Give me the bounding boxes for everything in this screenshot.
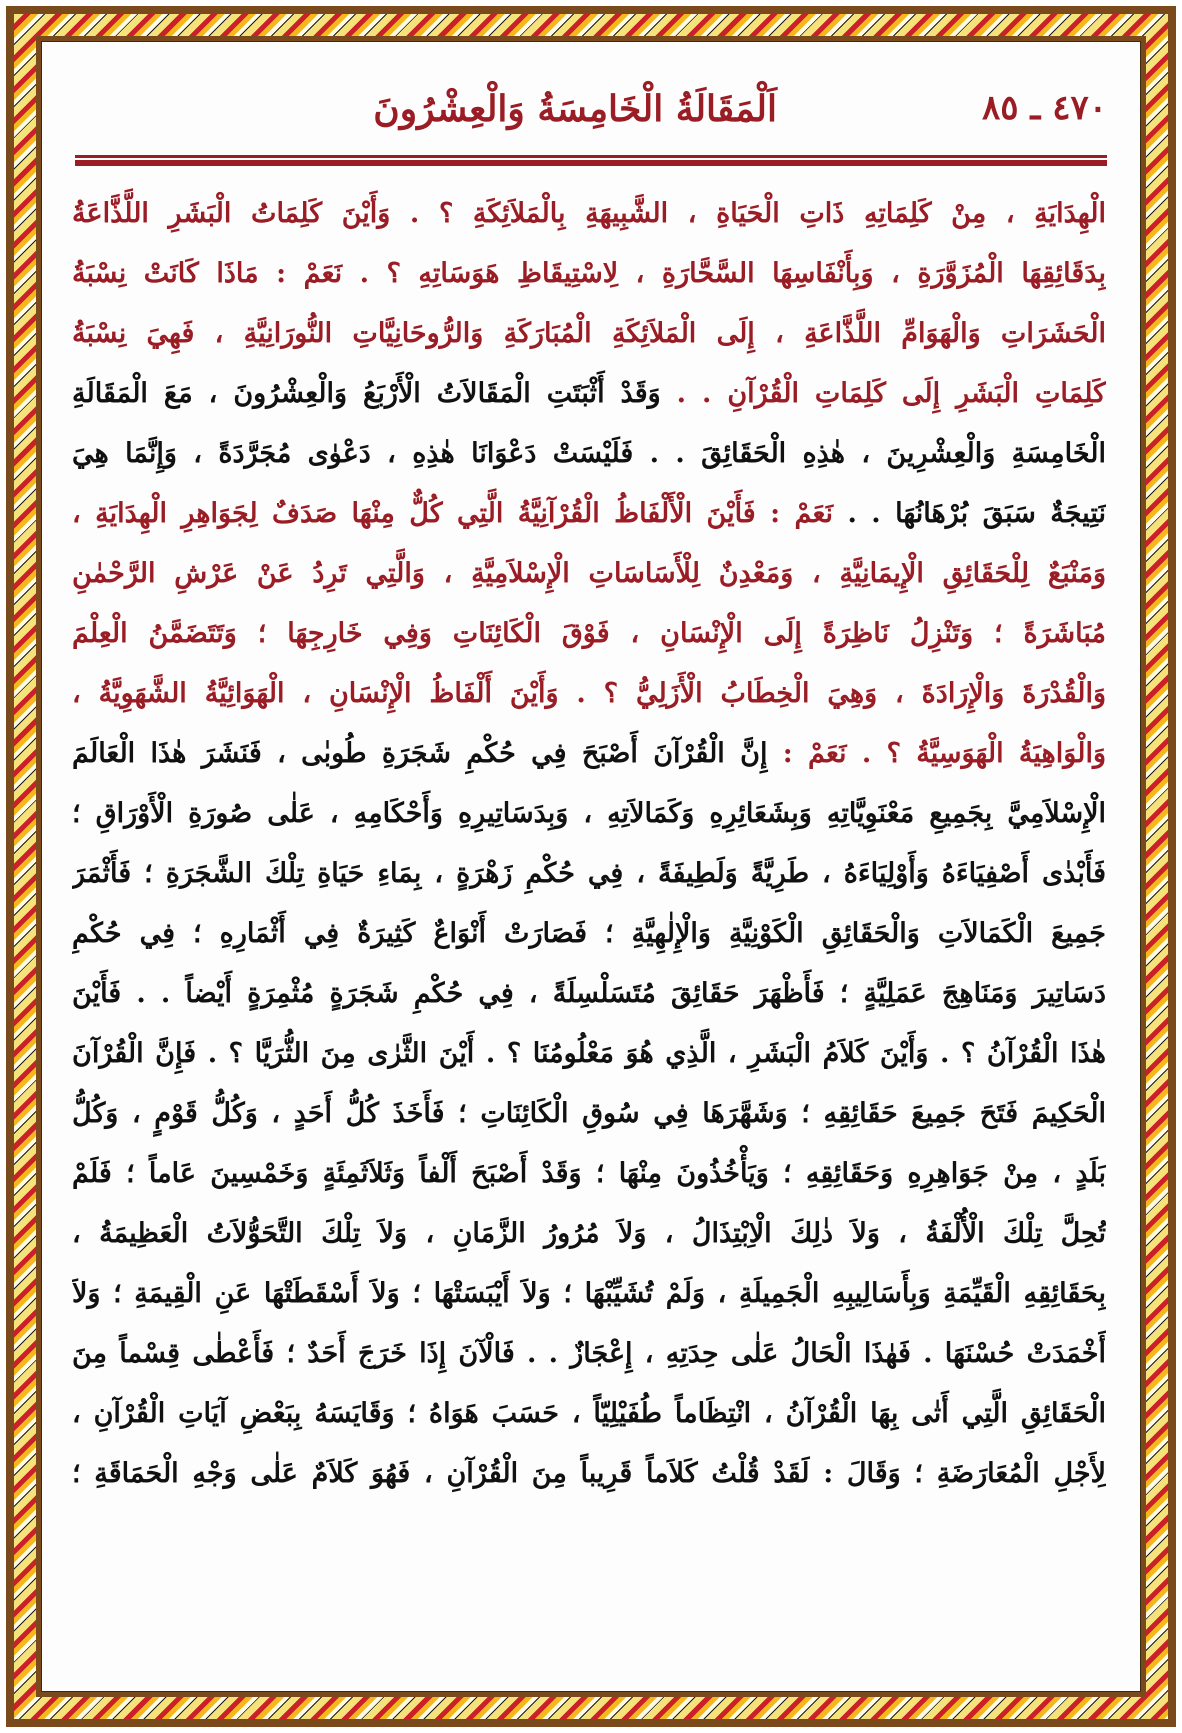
- text-line: [72, 1384, 1106, 1444]
- text-line: [72, 1204, 1106, 1264]
- text-line: [72, 724, 1106, 784]
- highlighted-text: وَالْوَاهِيَةُ الْهَوَسِيَّةُ ؟ . نَعَمْ :: [767, 738, 1106, 769]
- header-rule-thin: [75, 155, 1107, 158]
- body-text-segment: نَتِيجَةٌ سَبَقَ بُرْهَانُهَا . .: [833, 498, 1106, 529]
- body-text-segment: الْحَقَائِقِ الَّتِي أَتٰى بِهَا الْقُرْآنُ ، انْتِظَاماً طُفَيْلِيّاً ، حَسَبَ هَوَاهُ ؛ وَقَايَسَهُ بِبَعْضِ آيَاتِ الْقُرْآنِ ،: [72, 1398, 1106, 1429]
- highlighted-text: مُبَاشَرَةً ؛ وَتَنْزِلُ نَاظِرَةً إِلَى الْإِنْسَانِ ، فَوْقَ الْكَائِنَاتِ وَفِي خَارِجِهَا ؛ وَتَتَضَمَّنُ الْعِلْمَ: [72, 618, 1106, 649]
- highlighted-text: وَالْقُدْرَةَ وَالْإِرَادَةَ ، وَهِيَ الْخِطَابُ الْأَزَلِيُّ ؟ . وَأَيْنَ أَلْفَاظُ الْإِنْسَانِ ، الْهَوَائِيَّةُ الشَّهَوِيَّةُ ،: [72, 678, 1106, 709]
- text-line: [72, 784, 1106, 844]
- page-title: اَلْمَقَالَةُ الْخَامِسَةُ وَالْعِشْرُونَ: [373, 88, 777, 130]
- text-line: [72, 664, 1106, 724]
- highlighted-text: كَلِمَاتِ الْبَشَرِ إِلَى كَلِمَاتِ الْقُرْآنِ . .: [660, 378, 1106, 409]
- text-line: [72, 544, 1106, 604]
- body-text: [72, 184, 1106, 1504]
- page-header: [75, 88, 1107, 140]
- text-line: [72, 1324, 1106, 1384]
- text-line: [72, 1264, 1106, 1324]
- body-text-segment: هٰذَا الْقُرْآنُ ؟ . وَأَيْنَ كَلاَمُ الْبَشَرِ ، الَّذِي هُوَ مَعْلُومُنَا ؟ . أَيْنَ الثَّرٰى مِنَ الثُّرَيَّا ؟ . فَإِنَّ الْقُرْآنَ: [72, 1038, 1106, 1069]
- body-text-segment: تُحِلَّ تِلْكَ الْأُلْفَةُ ، وَلاَ ذٰلِكَ الْاِبْتِذَالُ ، وَلاَ مُرُورُ الزَّمَانِ ، وَلاَ تِلْكَ التَّحَوُّلاَتُ الْعَظِيمَةُ ،: [72, 1218, 1106, 1249]
- body-text-segment: الْحَكِيمَ فَتَحَ جَمِيعَ حَقَائِقِهِ ؛ وَشَهَّرَهَا فِي سُوقِ الْكَائِنَاتِ ؛ فَأَخَذَ كُلُّ أَحَدٍ ، وَكُلُّ قَوْمٍ ، وَكُلُّ: [72, 1098, 1106, 1129]
- body-text-segment: إِنَّ الْقُرْآنَ أَصْبَحَ فِي حُكْمِ شَجَرَةِ طُوبٰى ، فَنَشَرَ هٰذَا الْعَالَمَ: [72, 738, 768, 769]
- text-line: [72, 604, 1106, 664]
- text-line: [72, 844, 1106, 904]
- body-text-segment: الْإِسْلاَمِيَّ بِجَمِيعِ مَعْنَوِيَّاتِهِ وَبِشَعَائِرِهِ وَكَمَالاَتِهِ ، وَبِدَسَاتِيرِهِ وَأَحْكَامِهِ ، عَلٰى صُورَةِ الْأَوْرَاقِ ؛: [72, 798, 1106, 829]
- highlighted-text: الْحَشَرَاتِ وَالْهَوَامِّ اللَّذَّاعَةِ ، إِلَى الْمَلاَئِكَةِ الْمُبَارَكَةِ وَالرُّوحَانِيَّاتِ النُّورَانِيَّةِ ، فَهِيَ نِسْبَةُ: [72, 318, 1106, 349]
- text-line: [72, 1084, 1106, 1144]
- highlighted-text: وَمَنْبَعٌ لِلْحَقَائِقِ الْإِيمَانِيَّةِ ، وَمَعْدِنٌ لِلْأَسَاسَاتِ الْإِسْلاَمِيَّةِ ، وَالَّتِي تَرِدُ عَنْ عَرْشِ الرَّحْمٰنِ: [72, 558, 1106, 589]
- body-text-segment: بِحَقَائِقِهِ الْقَيِّمَةِ وَبِأَسَالِيبِهِ الْجَمِيلَةِ ، وَلَمْ تُشَيِّبْهَا ؛ وَلاَ أَيْبَسَتْهَا ؛ وَلاَ أَسْقَطَتْهَا عَنِ الْقِيمَةِ ؛ وَلاَ: [72, 1278, 1106, 1309]
- body-text-segment: جَمِيعَ الْكَمَالاَتِ وَالْحَقَائِقِ الْكَوْنِيَّةِ وَالْإِلٰهِيَّةِ ؛ فَصَارَتْ أَنْوَاعٌ كَثِيرَةٌ فِي أَثْمَارِهِ ؛ فِي حُكْمِ: [72, 918, 1106, 949]
- text-line: [72, 1024, 1106, 1084]
- body-text-segment: وَقَدْ أَثْبَتَتِ الْمَقَالاَتُ الْأَرْبَعُ وَالْعِشْرُونَ ، مَعَ الْمَقَالَةِ: [72, 378, 661, 409]
- text-line: [72, 424, 1106, 484]
- text-line: [72, 364, 1106, 424]
- body-text-segment: أَخْمَدَتْ حُسْنَهَا . فَهٰذَا الْحَالُ عَلٰى حِدَتِهِ ، إِعْجَازٌ . . فَالْآنَ إِذَا خَرَجَ أَحَدٌ ؛ فَأَعْطٰى قِسْماً مِنَ: [72, 1338, 1106, 1369]
- body-text-segment: دَسَاتِيرَ وَمَنَاهِجَ عَمَلِيَّةٍ ؛ فَأَظْهَرَ حَقَائِقَ مُتَسَلْسِلَةً ، فِي حُكْمِ شَجَرَةٍ مُثْمِرَةٍ أَيْضاً . . فَأَيْنَ: [72, 978, 1106, 1009]
- text-line: [72, 964, 1106, 1024]
- text-line: [72, 244, 1106, 304]
- body-text-segment: الْخَامِسَةِ وَالْعِشْرِينَ ، هٰذِهِ الْحَقَائِقَ . . فَلَيْسَتْ دَعْوَانَا هٰذِهِ ، دَعْوٰى مُجَرَّدَةً ، وَإِنَّمَا هِيَ: [72, 438, 1106, 469]
- text-line: [72, 1444, 1106, 1504]
- text-line: [72, 904, 1106, 964]
- text-line: [72, 1144, 1106, 1204]
- highlighted-text: بِدَقَائِقِهَا الْمُزَوَّرَةِ ، وَبِأَنْفَاسِهَا السَّحَّارَةِ ، لِاسْتِيقَاظِ هَوَسَاتِهِ ؟ . نَعَمْ : مَاذَا كَانَتْ نِسْبَةُ: [72, 258, 1106, 289]
- text-line: [72, 484, 1106, 544]
- body-text-segment: فَأَبْدٰى أَصْفِيَاءَهُ وَأَوْلِيَاءَهُ ، طَرِيَّةً وَلَطِيفَةً ، فِي حُكْمِ زَهْرَةٍ ، بِمَاءِ حَيَاةِ تِلْكَ الشَّجَرَةِ ؛ فَأَثْمَرَ: [72, 858, 1106, 889]
- page-numbers: ٤٧٠ ـ ٨٥: [982, 88, 1107, 128]
- highlighted-text: نَعَمْ : فَأَيْنَ الْأَلْفَاظُ الْقُرْآنِيَّةُ الَّتِي كُلٌّ مِنْهَا صَدَفٌ لِجَوَاهِرِ الْهِدَايَةِ ،: [72, 498, 834, 529]
- text-line: [72, 304, 1106, 364]
- text-line: [72, 184, 1106, 244]
- header-rule-thick: [75, 160, 1107, 166]
- highlighted-text: الْهِدَايَةِ ، مِنْ كَلِمَاتِهِ ذَاتِ الْحَيَاةِ ، الشَّبِيهَةِ بِالْمَلاَئِكَةِ ؟ . وَأَيْنَ كَلِمَاتُ الْبَشَرِ اللَّذَّاعَةُ: [72, 198, 1106, 229]
- body-text-segment: لِأَجْلِ الْمُعَارَضَةِ ؛ وَقَالَ : لَقَدْ قُلْتُ كَلاَماً قَرِيباً مِنَ الْقُرْآنِ ، فَهُوَ كَلاَمٌ عَلٰى وَجْهِ الْحَمَاقَةِ ؛: [72, 1458, 1106, 1489]
- body-text-segment: بَلَدٍ ، مِنْ جَوَاهِرِهِ وَحَقَائِقِهِ ؛ وَيَأْخُذُونَ مِنْهَا ؛ وَقَدْ أَصْبَحَ أَلْفاً وَثَلاَثَمِئَةٍ وَخَمْسِينَ عَاماً ؛ فَلَمْ: [72, 1158, 1106, 1189]
